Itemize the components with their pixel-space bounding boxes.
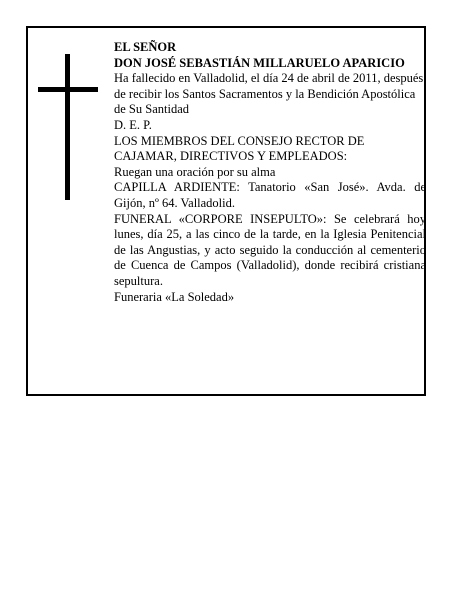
rest-in-peace: D. E. P. (114, 117, 152, 132)
cross-horizontal-bar (38, 87, 98, 92)
notice-text (114, 40, 426, 305)
cross-vertical-bar (65, 54, 70, 200)
deceased-name: DON JOSÉ SEBASTIÁN MILLARUELO APARICIO (114, 55, 405, 70)
funeral-home: Funeraria «La Soledad» (114, 289, 235, 304)
latin-cross-icon (38, 54, 98, 200)
funeral-info: FUNERAL «CORPORE INSEPULTO»: Se celebrará hoy lunes, día 25, a las cinco de la tarde, en la Iglesia Penitencial de las Angustias, y acto seguido la conducción al cementerio de Cuenca de Campos (Valladolid), donde recibirá cristiana sepultura. (114, 211, 426, 288)
prayer-request: Ruegan una oración por su alma (114, 164, 276, 179)
mourners: LOS MIEMBROS DEL CONSEJO RECTOR DE CAJAMAR, DIRECTIVOS Y EMPLEADOS: (114, 133, 365, 164)
notice-heading: EL SEÑOR (114, 40, 177, 54)
obituary-notice (26, 26, 426, 396)
chapel-info: CAPILLA ARDIENTE: Tanatorio «San José». Avda. de Gijón, nº 64. Valladolid. (114, 180, 426, 210)
death-announcement: Ha fallecido en Valladolid, el día 24 de abril de 2011, después de recibir los Santos Sacramentos y la Bendición Apostólica de Su Santidad (114, 71, 424, 117)
